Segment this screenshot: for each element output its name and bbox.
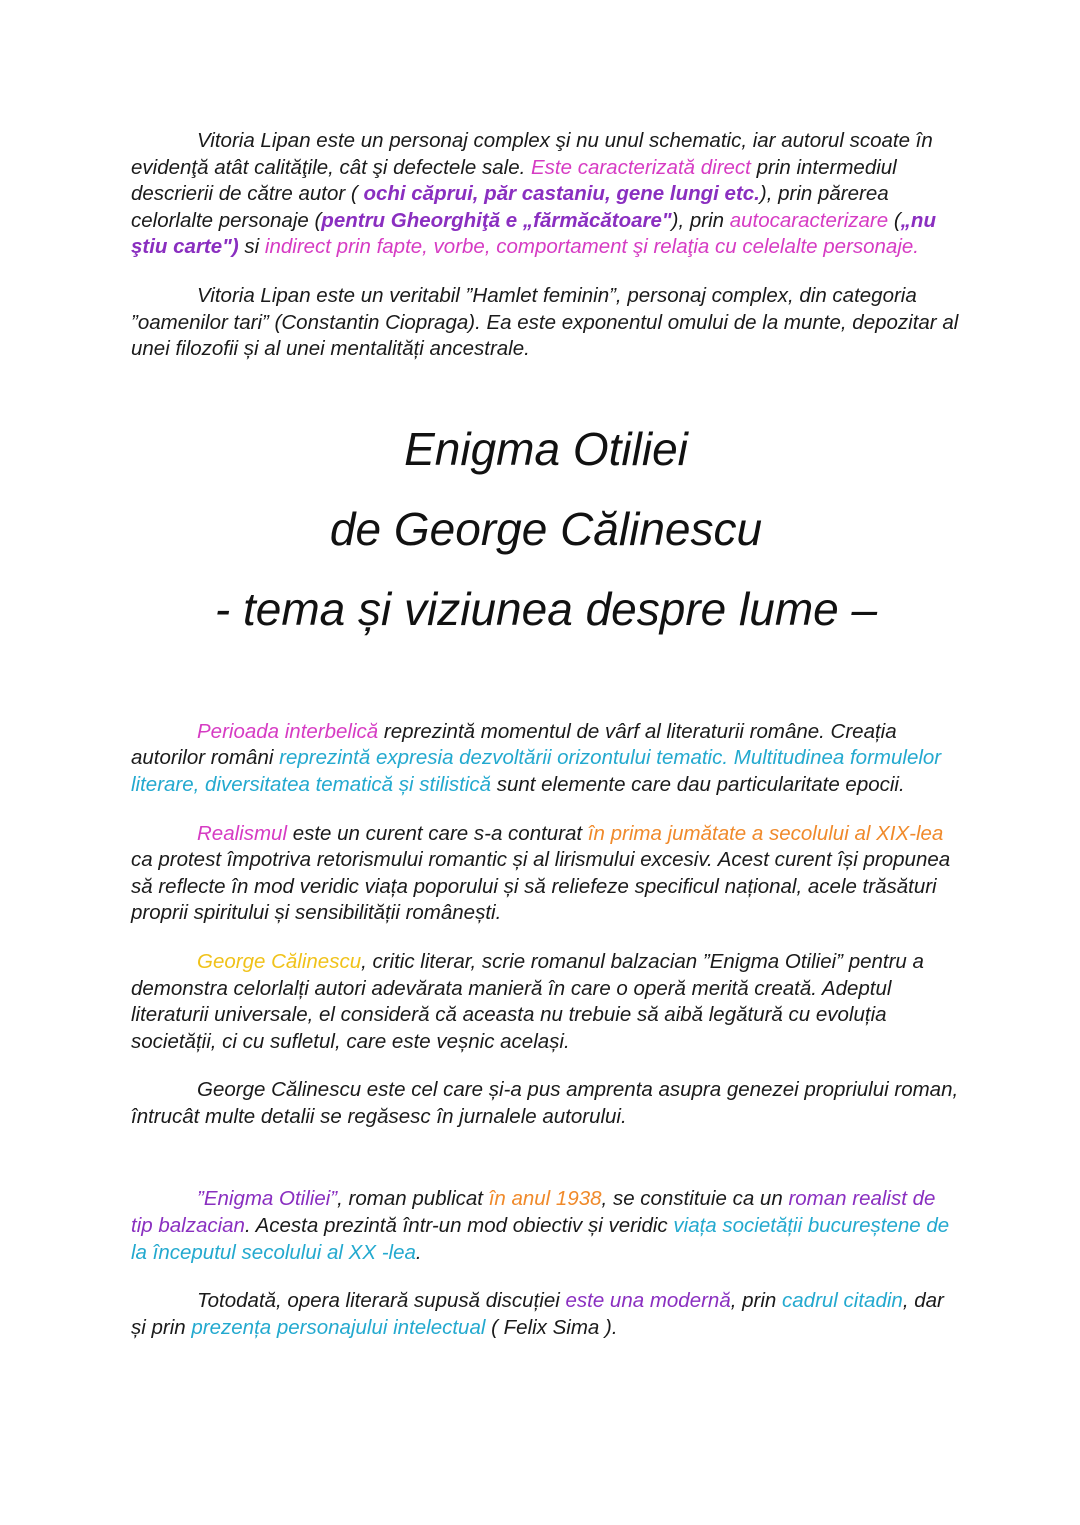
- text-segment: Vitoria Lipan este un personaj complex şi nu unul schematic, iar autorul scoate în evidenţă atât calităţile, cât şi defectele sale.: [131, 129, 933, 179]
- text-segment: , roman publicat: [337, 1187, 489, 1211]
- text-segment: autocaracterizare: [729, 208, 889, 232]
- paragraph-roman-1938: [131, 1186, 961, 1266]
- text-segment: pentru Gheorghiţă e „fărmăcătoare": [321, 208, 672, 232]
- text-segment: George Călinescu: [197, 949, 362, 973]
- section-intro: [131, 719, 961, 1131]
- text-segment: prezența personajului intelectual: [191, 1315, 486, 1339]
- document-page: [131, 128, 961, 1341]
- paragraph-realismul: [131, 821, 961, 927]
- paragraph-moderna: [131, 1288, 961, 1341]
- text-segment: ), prin: [671, 208, 730, 232]
- text-segment: reprezintă expresia dezvoltării orizontului tematic. Multitudinea formulelor literare, diversitatea tematică și stilistică: [131, 746, 942, 796]
- text-segment: Totodată, opera literară supusă discuției: [197, 1289, 566, 1313]
- text-segment: . Acesta prezintă într-un mod obiectiv și veridic: [244, 1214, 674, 1238]
- text-segment: indirect prin fapte, vorbe, comportament şi relaţia cu celelalte personaje.: [264, 235, 919, 259]
- text-segment: ( Felix Sima ).: [485, 1315, 618, 1339]
- text-segment: ochi căprui, păr castaniu, gene lungi etc.: [363, 182, 760, 206]
- text-segment: (: [888, 208, 901, 232]
- text-segment: Realismul: [197, 821, 287, 845]
- text-segment: George Călinescu este cel care și-a pus amprenta asupra genezei propriului roman, întrucât multe detalii se regăsesc în jurnalele autorului.: [131, 1078, 959, 1128]
- text-segment: sunt elemente care dau particularitate epocii.: [491, 772, 905, 796]
- text-segment: , se constituie ca un: [601, 1187, 789, 1211]
- section-roman: [131, 1186, 961, 1341]
- text-segment: ), prin părerea celorlalte personaje (: [131, 182, 889, 232]
- title-line-2: de George Călinescu: [329, 502, 763, 555]
- text-segment: este una modernă: [565, 1289, 731, 1313]
- text-segment: viața societății bucureștene de la începutul secolului al XX -lea: [131, 1214, 950, 1264]
- text-segment: roman realist de tip balzacian: [131, 1187, 936, 1238]
- text-segment: este un curent care s-a conturat: [287, 821, 588, 845]
- paragraph-vitoria-2: [131, 283, 961, 363]
- text-segment: si: [238, 235, 265, 259]
- text-segment: în anul 1938: [488, 1187, 602, 1211]
- text-segment: Vitoria Lipan este un veritabil ”Hamlet feminin”, personaj complex, din categoria ”oamenilor tari” (Constantin Ciopraga). Ea este exponentul omului de la munte, depozitar al unei filozofii și al unei mentalități ancestrale.: [131, 283, 959, 361]
- text-segment: prin intermediul descrierii de către autor (: [131, 155, 897, 206]
- text-segment: în prima jumătate a secolului al XIX-lea: [587, 821, 944, 845]
- text-segment: , critic literar, scrie romanul balzacian ”Enigma Otiliei” pentru a demonstra celorlalți autori adevărata manieră în care o operă merită creată. Adeptul literaturii universale, el consideră că aceasta nu trebuie să aibă legătură cu evoluția societății, ci cu sufletul, care este veșnic același.: [131, 949, 924, 1053]
- text-segment: „nu ştiu carte"): [131, 208, 936, 259]
- paragraph-vitoria-1: [131, 128, 961, 261]
- text-segment: , dar și prin: [131, 1289, 944, 1339]
- text-segment: , prin: [730, 1289, 783, 1313]
- paragraph-calinescu-2: [131, 1077, 961, 1130]
- paragraph-calinescu-1: [131, 949, 961, 1055]
- title-line-1: Enigma Otiliei: [404, 422, 688, 475]
- text-segment: cadrul citadin: [782, 1289, 903, 1313]
- text-segment: .: [415, 1240, 422, 1264]
- text-segment: ”Enigma Otiliei”: [197, 1187, 338, 1211]
- paragraph-interbelica: [131, 719, 961, 799]
- title-line-3: - tema și viziunea despre lume –: [214, 582, 878, 635]
- text-segment: Perioada interbelică: [197, 719, 379, 743]
- section-vitoria: [131, 128, 961, 363]
- essay-title: [131, 409, 961, 649]
- text-segment: Este caracterizată direct: [530, 155, 751, 179]
- text-segment: ca protest împotriva retorismului romantic și al lirismului excesiv. Acest curent își propunea să reflecte în mod veridic viața poporului și să reliefeze specificul național, acele trăsături proprii spiritului și sensibilității românești.: [131, 848, 951, 925]
- text-segment: reprezintă momentul de vârf al literaturii române. Creația autorilor români: [131, 719, 897, 770]
